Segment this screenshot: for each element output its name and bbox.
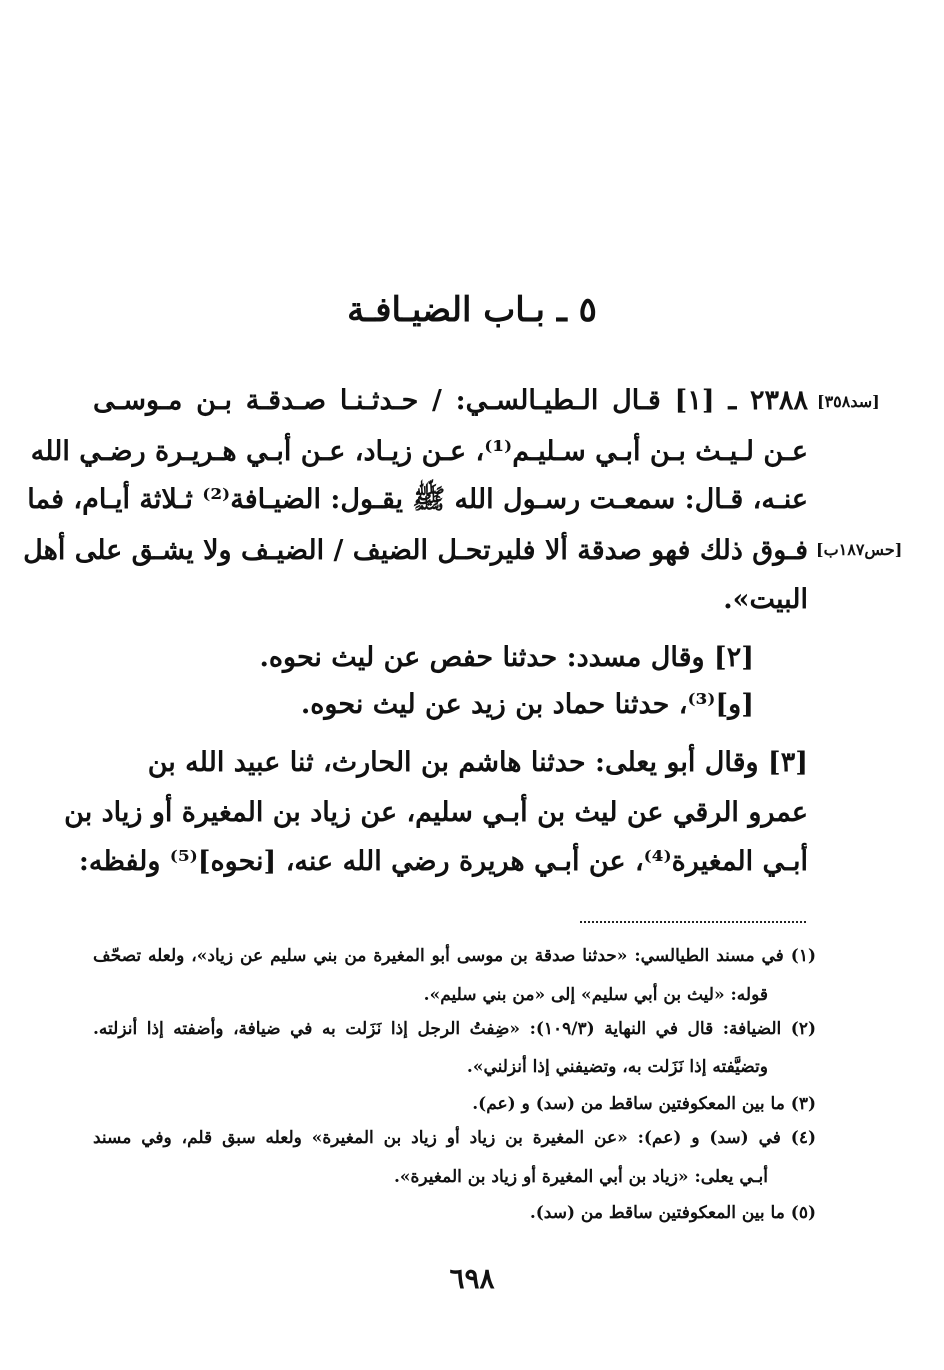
margin-note-hadith-source: [حس١٨٧ب]: [816, 540, 903, 559]
footnote-line: قوله: «ليث بن أبي سليم» إلى «من بني سليم».: [423, 985, 768, 1005]
footnote-line: أبـي يعلى: «زياد بن أبي المغيرة أو زياد بن المغيرة».: [393, 1167, 768, 1187]
footnote-line: (٥) ما بين المعكوفتين ساقط من (سد).: [529, 1203, 816, 1223]
page-number: ٦٩٨: [449, 1262, 495, 1295]
footnote-line: (٣) ما بين المعكوفتين ساقط من (سد) و (عم).: [472, 1094, 816, 1114]
footnote-line: (١) في مسند الطيالسي: «حدثنا صدقة بن موسى أبو المغيرة من بني سليم عن زياد»، ولعله تصحّف: [93, 946, 816, 966]
footnote-line: وتضيَّفته إذا نَزَلت به، وتضيفني إذا أنزلني».: [466, 1057, 768, 1077]
margin-note-musaddad: [سد٣٥٨]: [817, 392, 880, 411]
body-line: [٢] وقال مسدد: حدثنا حفص عن ليث نحوه.: [259, 642, 754, 673]
body-line: عنـه، قـال: سمعـت رسـول الله ﷺ يقـول: الضيـافة⁽²⁾ ثـلاثة أيـام، فما: [27, 484, 808, 515]
body-line: فـوق ذلك فهو صدقة ألا فليرتحـل الضيف / الضيـف ولا يشـق على أهل: [23, 535, 808, 566]
footnote-separator: [580, 921, 806, 923]
body-line: البيت».: [723, 584, 808, 615]
footnote-line: (٢) الضيافة: قال في النهاية (١٠٩/٣): «ضِفتُ الرجل إذا نَزَلت به في ضيافة، وأضفته إذا أنزلته.: [93, 1019, 817, 1039]
body-line: أبـي المغيرة⁽⁴⁾، عن أبـي هريرة رضي الله عنه، [نحوه]⁽⁵⁾ ولفظه:: [78, 846, 808, 877]
chapter-title: ٥ ـ بـاب الضيـافـة: [347, 290, 597, 330]
footnote-line: (٤) في (سد) و (عم): «عن المغيرة بن زياد أو زياد بن المغيرة» ولعله سبق قلم، وفي مسند: [93, 1128, 816, 1148]
body-line: [و]⁽³⁾، حدثنا حماد بن زيد عن ليث نحوه.: [300, 689, 754, 720]
body-line: عـن لـيـث بـن أبـي سـليـم⁽¹⁾، عـن زيـاد، عـن أبـي هـريـرة رضـي الله: [30, 436, 808, 467]
body-line: [٣] وقال أبو يعلى: حدثنا هاشم بن الحارث، ثنا عبيد الله بن: [147, 747, 808, 778]
body-line: ٢٣٨٨ ـ [١] قـال الـطيـالسـي: / حـدثـنـا صـدقـة بـن مـوسـى: [93, 385, 808, 416]
body-line: عمرو الرقي عن ليث بن أبـي سليم، عن زياد بن المغيرة أو زياد بن: [64, 797, 808, 828]
